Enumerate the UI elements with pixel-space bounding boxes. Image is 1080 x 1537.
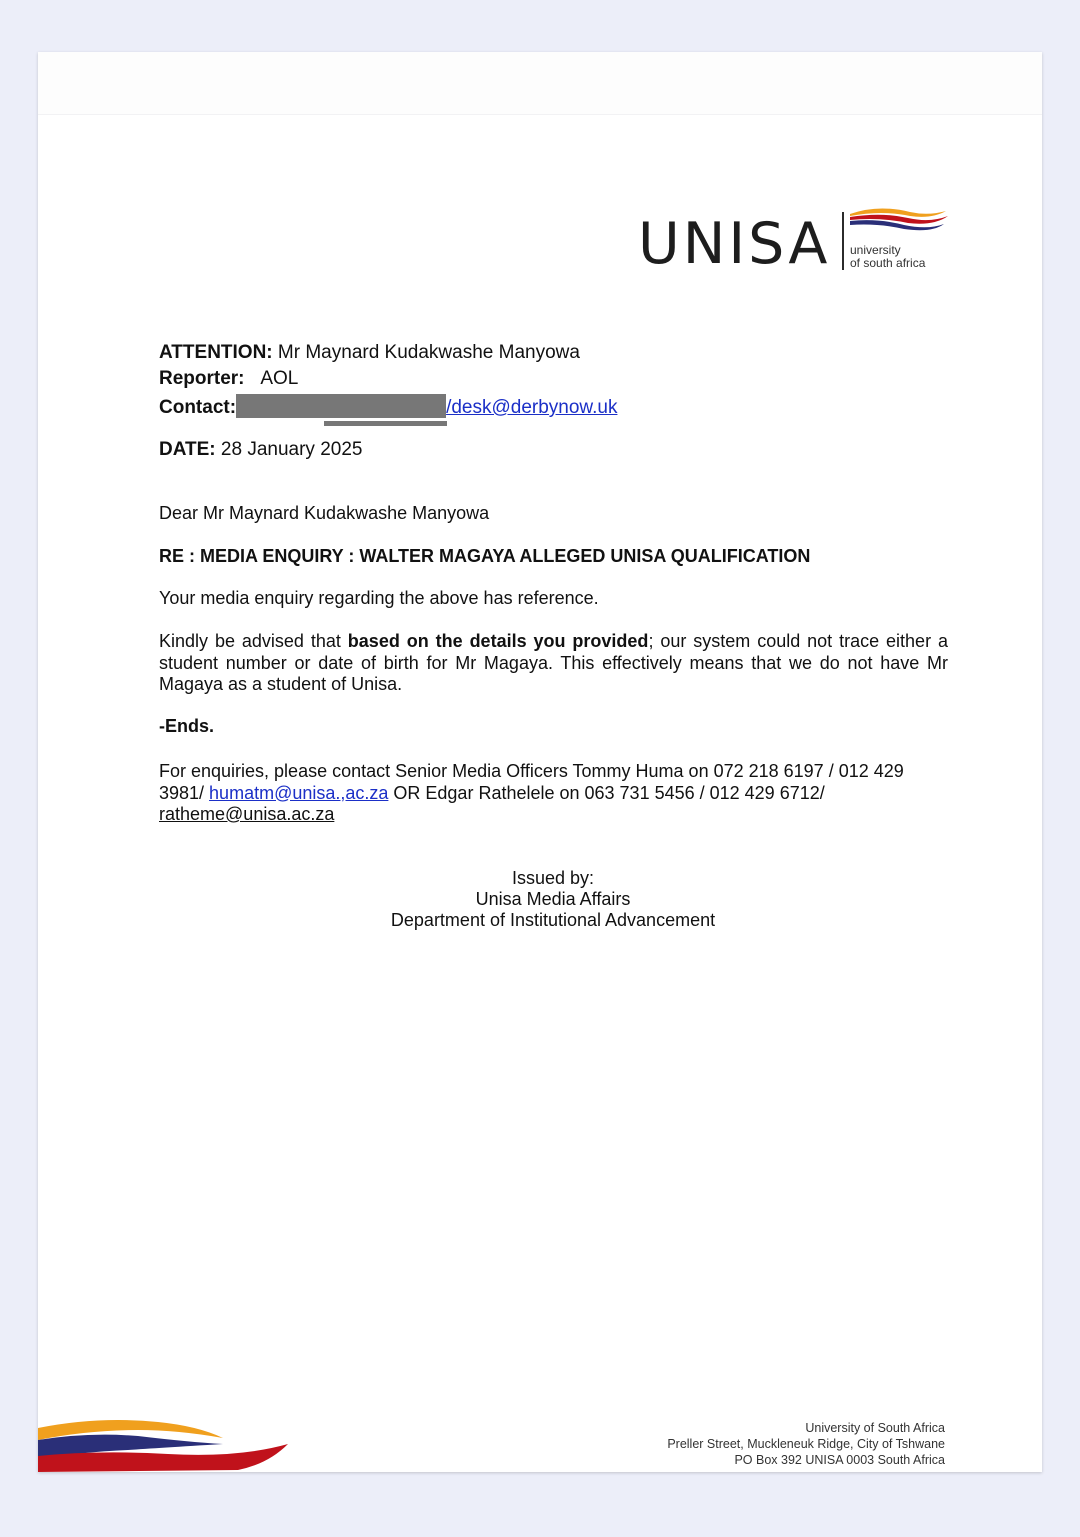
reporter-value: AOL [260,368,299,389]
footer-flag-swoosh-icon [38,1414,298,1472]
footer-line1: University of South Africa [805,1421,945,1435]
contact-label: Contact: [159,397,237,418]
attention-line [159,342,580,363]
email-link-rathelele[interactable]: ratheme@unisa.ac.za [159,804,335,824]
issued-by-unit: Unisa Media Affairs [475,889,631,909]
contact-email-link[interactable]: /desk@derbynow.uk [446,397,618,418]
attention-value: Mr Maynard Kudakwashe Manyowa [277,342,580,363]
issued-by-block [338,868,768,931]
date-line [159,439,362,460]
advice-prefix: Kindly be advised that [159,631,348,651]
reporter-label: Reporter: [159,368,245,389]
paragraph-reference: Your media enquiry regarding the above has reference. [159,588,599,608]
enquiries-middle: OR Edgar Rathelele on 063 731 5456 / 012 429 6712/ [388,782,825,803]
ends-marker: -Ends. [159,716,215,736]
footer-line2: Preller Street, Muckleneuk Ridge, City of Tshwane [667,1437,945,1451]
contact-line [159,394,617,418]
logo-wordmark: UNISA [638,211,831,277]
issued-by-label: Issued by: [511,868,595,888]
email-link-huma[interactable]: humatm@unisa.,ac.za [209,782,389,803]
letter-page [38,52,1042,1472]
paragraph-enquiries [159,761,949,826]
enquiries-prefix: For enquiries, please contact Senior Media Officers Tommy Huma on 072 218 6197 / 012 429 3981/ [159,761,904,803]
issued-by-department: Department of Institutional Advancement [390,910,716,930]
flag-icon [848,206,948,236]
redaction-box-tab [324,421,447,426]
date-value: 28 January 2025 [220,439,363,460]
reporter-line [159,368,298,389]
page-top-band [38,52,1042,115]
advice-emphasis: based on the details you provided [347,631,649,651]
footer-address [667,1420,945,1468]
logo-subtitle [850,244,925,270]
logo-subtitle-line1: university [850,243,901,257]
redaction-box [236,394,446,418]
logo-subtitle-line2: of south africa [850,256,926,270]
paragraph-advice [159,631,948,696]
subject-line: RE : MEDIA ENQUIRY : WALTER MAGAYA ALLEGED UNISA QUALIFICATION [159,546,811,566]
footer-line3: PO Box 392 UNISA 0003 South Africa [734,1453,945,1467]
advice-rest: ; our system could not trace either a student number or date of birth for Mr Magaya. This effectively means that we do not have Mr Magaya as a student of Unisa. [159,631,948,694]
salutation: Dear Mr Maynard Kudakwashe Manyowa [159,503,490,523]
unisa-logo [638,206,958,282]
date-label: DATE: [159,439,216,460]
logo-divider [842,212,844,270]
attention-label: ATTENTION: [159,342,273,363]
